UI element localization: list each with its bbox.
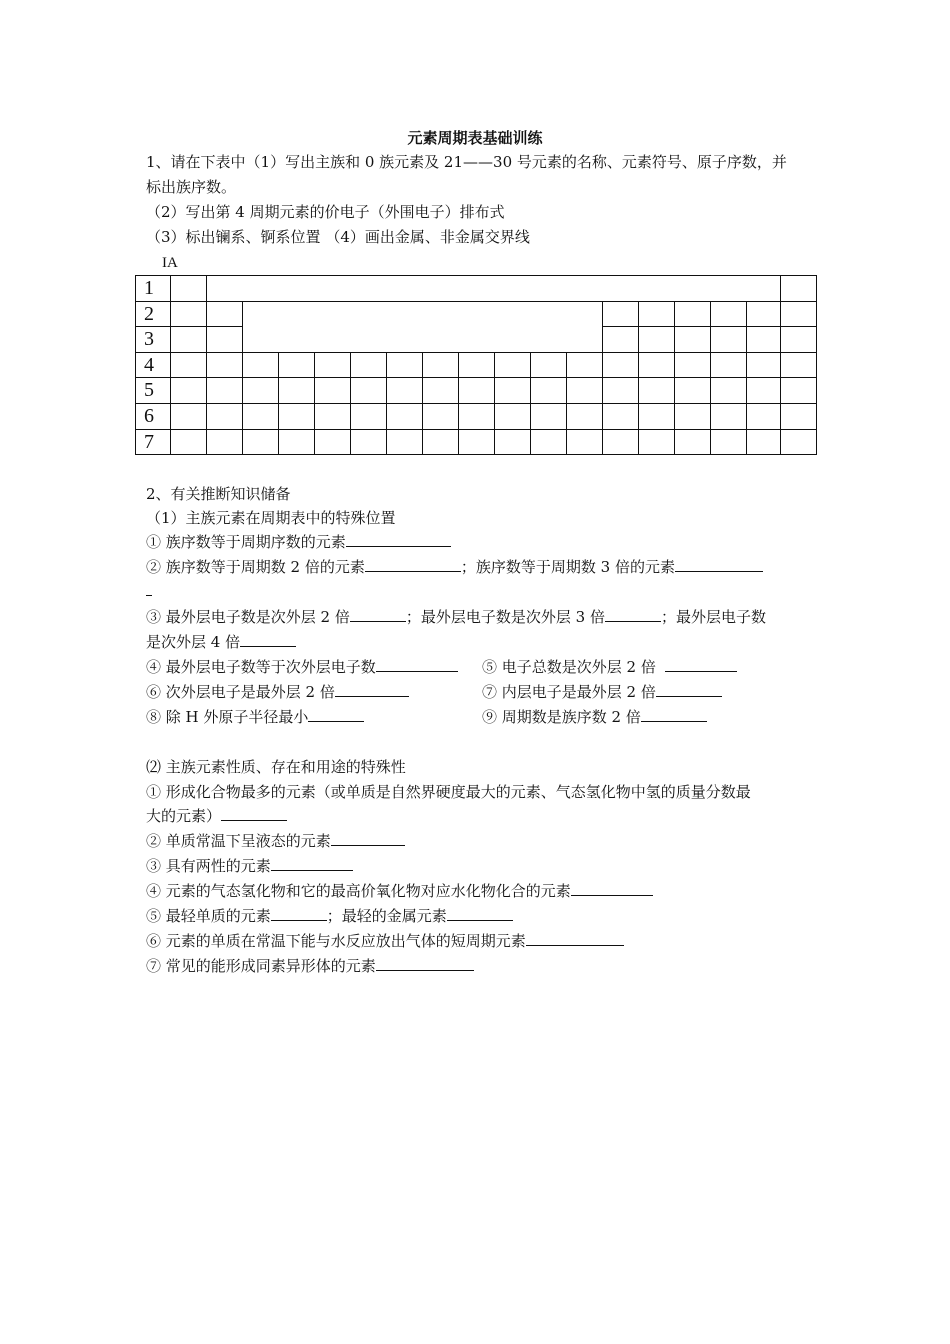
item-text: ；最轻的金属元素 — [326, 907, 447, 925]
item-text: ⑥ 元素的单质在常温下能与水反应放出气体的短周期元素 — [146, 932, 526, 950]
item-text: ④ 最外层电子数等于次外层电子数 — [146, 658, 376, 676]
element-cell[interactable] — [350, 377, 387, 404]
q2-prop-2 — [146, 831, 405, 851]
q2-prop-3 — [146, 856, 353, 876]
element-cell[interactable] — [350, 429, 387, 456]
element-cell[interactable] — [458, 403, 495, 430]
element-cell[interactable] — [386, 377, 423, 404]
q1-line-4: （3）标出镧系、锕系位置 （4）画出金属、非金属交界线 — [146, 228, 530, 246]
element-cell[interactable] — [458, 352, 495, 379]
item-text: ⑤ 电子总数是次外层 2 倍 — [482, 658, 656, 676]
page-title: 元素周期表基础训练 — [407, 129, 543, 147]
q2-item-3-cont — [146, 632, 296, 652]
element-cell[interactable] — [170, 377, 207, 404]
element-cell[interactable] — [780, 326, 817, 353]
item-text: ① 族序数等于周期序数的元素 — [146, 533, 346, 551]
element-cell[interactable] — [780, 275, 817, 302]
q2-prop-1-cont — [146, 806, 287, 826]
element-cell[interactable] — [710, 403, 747, 430]
element-cell[interactable] — [638, 429, 675, 456]
item-text: ② 单质常温下呈液态的元素 — [146, 832, 331, 850]
q1-line-1: 1、请在下表中（1）写出主族和 0 族元素及 21——30 号元素的名称、元素符号、原子序数，并 — [146, 153, 787, 171]
answer-blank[interactable] — [365, 557, 461, 572]
element-cell[interactable] — [530, 377, 567, 404]
element-cell[interactable] — [422, 403, 459, 430]
element-cell[interactable] — [386, 352, 423, 379]
q2-prop-5 — [146, 906, 513, 926]
answer-blank[interactable] — [221, 806, 287, 821]
element-cell[interactable] — [494, 377, 531, 404]
element-cell[interactable] — [746, 326, 781, 353]
q2-item-8 — [146, 707, 364, 727]
q2-item-1 — [146, 532, 451, 552]
element-cell[interactable] — [350, 352, 387, 379]
item-text: ；最外层电子数是次外层 3 倍 — [405, 608, 605, 626]
element-cell[interactable] — [780, 301, 817, 328]
item-text: ；最外层电子数 — [660, 608, 766, 626]
element-cell[interactable] — [386, 429, 423, 456]
item-text: ⑨ 周期数是族序数 2 倍 — [482, 708, 641, 726]
q2-item-7 — [482, 682, 722, 702]
item-text: ⑥ 次外层电子是最外层 2 倍 — [146, 683, 335, 701]
element-cell[interactable] — [242, 377, 279, 404]
element-cell[interactable] — [350, 403, 387, 430]
answer-blank[interactable] — [335, 682, 409, 697]
element-cell[interactable] — [602, 429, 639, 456]
element-cell[interactable] — [206, 429, 243, 456]
element-cell[interactable] — [314, 377, 351, 404]
q2-item-6 — [146, 682, 409, 702]
answer-blank[interactable] — [376, 657, 458, 672]
element-cell[interactable] — [242, 352, 279, 379]
element-cell[interactable] — [206, 403, 243, 430]
element-cell[interactable] — [602, 301, 639, 328]
element-cell[interactable] — [422, 352, 459, 379]
element-cell[interactable] — [206, 301, 243, 328]
q2-subheading-1: （1）主族元素在周期表中的特殊位置 — [146, 509, 396, 527]
q2-item-4 — [146, 657, 458, 677]
element-cell[interactable] — [746, 429, 781, 456]
answer-blank[interactable] — [346, 532, 451, 547]
element-cell[interactable] — [746, 301, 781, 328]
period-label: 7 — [135, 429, 171, 456]
element-cell[interactable] — [494, 352, 531, 379]
element-cell[interactable] — [530, 403, 567, 430]
q2-item-2-overflow — [146, 581, 152, 601]
item-text: 大的元素） — [146, 807, 222, 825]
period-label: 6 — [135, 403, 171, 430]
answer-blank[interactable] — [350, 607, 406, 622]
element-cell[interactable] — [674, 301, 711, 328]
element-cell[interactable] — [566, 429, 603, 456]
element-cell[interactable] — [602, 352, 639, 379]
element-cell[interactable] — [674, 352, 711, 379]
element-cell[interactable] — [638, 377, 675, 404]
element-cell[interactable] — [170, 326, 207, 353]
element-cell[interactable] — [710, 352, 747, 379]
element-cell[interactable] — [602, 403, 639, 430]
element-cell[interactable] — [206, 326, 243, 353]
answer-blank[interactable] — [665, 657, 737, 672]
answer-blank[interactable] — [656, 682, 722, 697]
period-label: 1 — [135, 275, 171, 302]
item-text: ③ 具有两性的元素 — [146, 857, 271, 875]
element-cell[interactable] — [638, 301, 675, 328]
answer-blank[interactable] — [331, 831, 405, 846]
answer-blank[interactable] — [240, 632, 296, 647]
item-text: ；族序数等于周期数 3 倍的元素 — [460, 558, 675, 576]
q2-prop-1: ① 形成化合物最多的元素（或单质是自然界硬度最大的元素、气态氢化物中氢的质量分数最 — [146, 783, 751, 801]
empty-region[interactable] — [206, 275, 781, 302]
q2-item-5 — [482, 657, 737, 677]
answer-blank[interactable] — [308, 707, 364, 722]
answer-blank[interactable] — [376, 956, 474, 971]
element-cell[interactable] — [278, 429, 315, 456]
answer-blank[interactable] — [641, 707, 707, 722]
element-cell[interactable] — [566, 352, 603, 379]
q2-prop-6 — [146, 931, 624, 951]
periodic-table-grid — [135, 275, 816, 454]
element-cell[interactable] — [638, 326, 675, 353]
element-cell[interactable] — [780, 352, 817, 379]
item-text: ⑦ 常见的能形成同素异形体的元素 — [146, 957, 376, 975]
element-cell[interactable] — [674, 326, 711, 353]
element-cell[interactable] — [674, 377, 711, 404]
element-cell[interactable] — [780, 429, 817, 456]
element-cell[interactable] — [746, 403, 781, 430]
element-cell[interactable] — [674, 429, 711, 456]
element-cell[interactable] — [422, 429, 459, 456]
element-cell[interactable] — [710, 429, 747, 456]
element-cell[interactable] — [386, 403, 423, 430]
element-cell[interactable] — [170, 403, 207, 430]
item-text: ⑦ 内层电子是最外层 2 倍 — [482, 683, 656, 701]
item-text: ② 族序数等于周期数 2 倍的元素 — [146, 558, 365, 576]
element-cell[interactable] — [566, 403, 603, 430]
period-label: 5 — [135, 377, 171, 404]
element-cell[interactable] — [494, 429, 531, 456]
element-cell[interactable] — [602, 377, 639, 404]
element-cell[interactable] — [242, 403, 279, 430]
element-cell[interactable] — [746, 377, 781, 404]
answer-blank[interactable] — [526, 931, 624, 946]
answer-blank[interactable] — [605, 607, 661, 622]
empty-region[interactable] — [242, 301, 603, 353]
period-label: 3 — [135, 326, 171, 353]
element-cell[interactable] — [314, 429, 351, 456]
answer-blank[interactable] — [447, 906, 513, 921]
q2-item-2 — [146, 557, 763, 577]
element-cell[interactable] — [314, 403, 351, 430]
element-cell[interactable] — [206, 352, 243, 379]
element-cell[interactable] — [602, 326, 639, 353]
group-ia-label: IA — [162, 255, 178, 271]
answer-blank[interactable] — [146, 581, 152, 596]
element-cell[interactable] — [494, 403, 531, 430]
element-cell[interactable] — [278, 377, 315, 404]
element-cell[interactable] — [458, 429, 495, 456]
element-cell[interactable] — [530, 352, 567, 379]
element-cell[interactable] — [206, 377, 243, 404]
element-cell[interactable] — [710, 301, 747, 328]
element-cell[interactable] — [638, 352, 675, 379]
element-cell[interactable] — [314, 352, 351, 379]
element-cell[interactable] — [170, 429, 207, 456]
element-cell[interactable] — [458, 377, 495, 404]
element-cell[interactable] — [170, 301, 207, 328]
element-cell[interactable] — [422, 377, 459, 404]
element-cell[interactable] — [710, 377, 747, 404]
element-cell[interactable] — [674, 403, 711, 430]
answer-blank[interactable] — [675, 557, 763, 572]
element-cell[interactable] — [278, 403, 315, 430]
q2-item-3 — [146, 607, 766, 627]
q2-prop-4 — [146, 881, 653, 901]
element-cell[interactable] — [530, 429, 567, 456]
q1-line-3: （2）写出第 4 周期元素的价电子（外围电子）排布式 — [146, 203, 505, 221]
q2-subheading-2: ⑵ 主族元素性质、存在和用途的特殊性 — [146, 758, 406, 776]
element-cell[interactable] — [566, 377, 603, 404]
answer-blank[interactable] — [571, 881, 653, 896]
period-label: 4 — [135, 352, 171, 379]
item-text: ④ 元素的气态氢化物和它的最高价氧化物对应水化物化合的元素 — [146, 882, 571, 900]
element-cell[interactable] — [710, 326, 747, 353]
element-cell[interactable] — [638, 403, 675, 430]
element-cell[interactable] — [780, 403, 817, 430]
answer-blank[interactable] — [271, 856, 353, 871]
period-label: 2 — [135, 301, 171, 328]
element-cell[interactable] — [170, 275, 207, 302]
q1-line-2: 标出族序数。 — [146, 178, 237, 196]
answer-blank[interactable] — [271, 906, 327, 921]
element-cell[interactable] — [170, 352, 207, 379]
q2-heading: 2、有关推断知识储备 — [146, 485, 291, 503]
element-cell[interactable] — [780, 377, 817, 404]
q2-item-9 — [482, 707, 707, 727]
element-cell[interactable] — [242, 429, 279, 456]
item-text: ⑧ 除 H 外原子半径最小 — [146, 708, 309, 726]
item-text: 是次外层 4 倍 — [146, 633, 241, 651]
element-cell[interactable] — [746, 352, 781, 379]
q2-prop-7 — [146, 956, 474, 976]
element-cell[interactable] — [278, 352, 315, 379]
item-text: ⑤ 最轻单质的元素 — [146, 907, 271, 925]
item-text: ③ 最外层电子数是次外层 2 倍 — [146, 608, 350, 626]
